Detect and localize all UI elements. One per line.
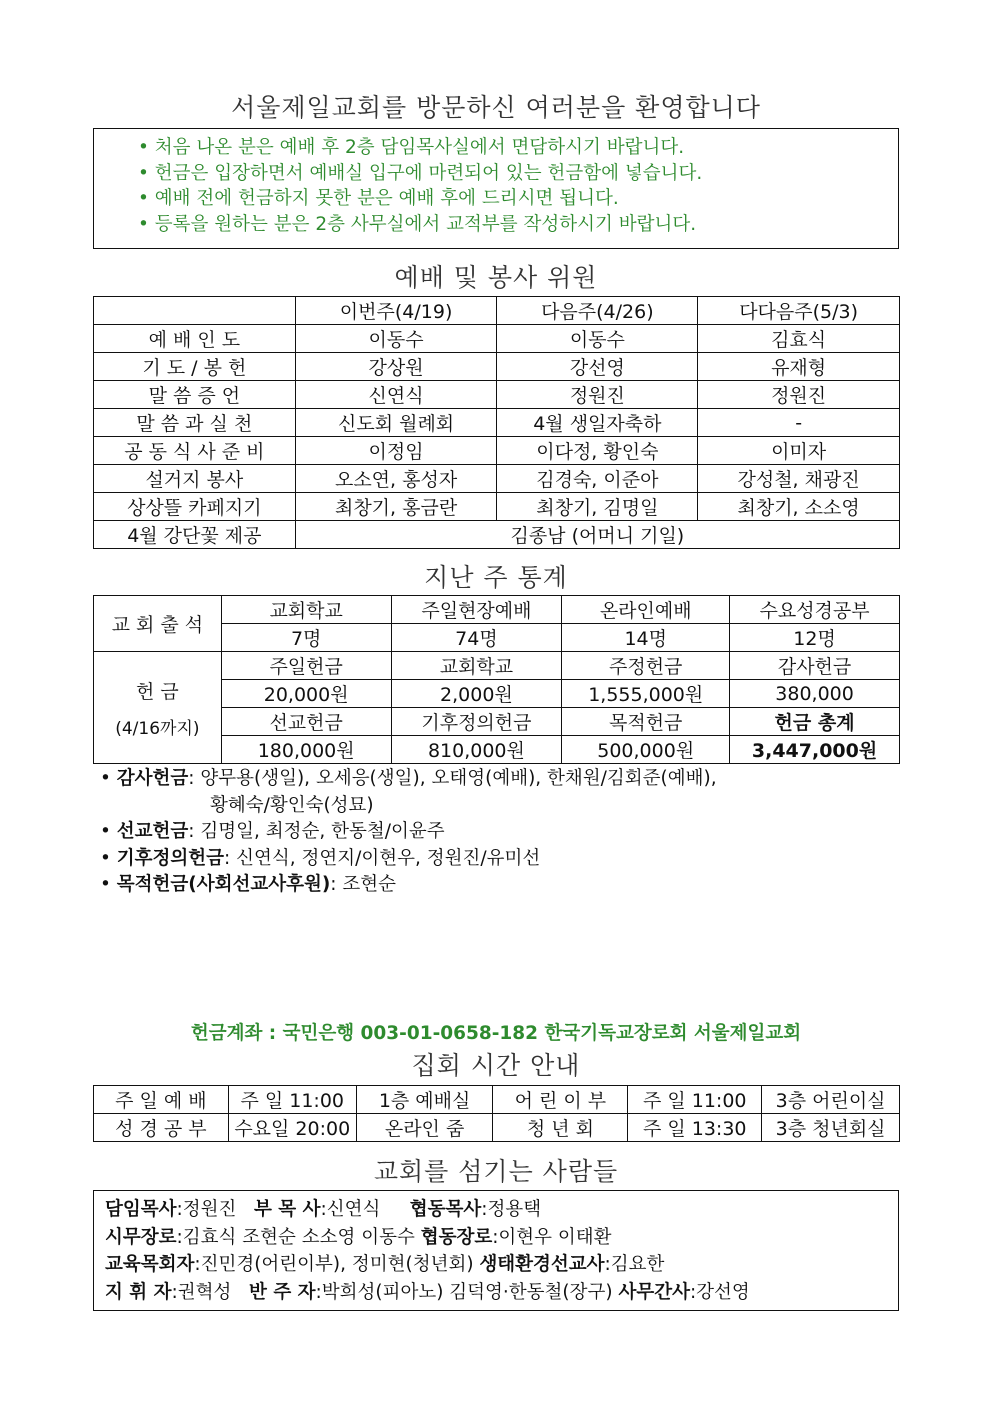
table-cell: 이미자 [698, 437, 900, 465]
table-cell: 성 경 공 부 [94, 1114, 229, 1142]
list-item: • 기후정의헌금: 신연식, 정연지/이현우, 정원진/유미선 [100, 847, 541, 869]
conductor: :권혁성 [171, 1281, 232, 1303]
table-cell: 이동수 [295, 325, 497, 353]
education: :진민경(어린이부), 정미현(청년회) [194, 1254, 480, 1275]
welcome-line: • 예배 전에 헌금하지 못한 분은 예배 후에 드리시면 됩니다. [138, 186, 898, 212]
secretary: :강선영 [689, 1281, 750, 1303]
table-cell: 수요일 20:00 [228, 1114, 356, 1142]
table-cell: 14명 [562, 624, 730, 652]
table-cell: 온라인 줌 [356, 1114, 493, 1142]
table-cell: 강선영 [497, 353, 698, 381]
table-cell: 말 씀 과 실 천 [94, 409, 296, 437]
table-cell: 신연식 [295, 381, 497, 409]
eco: :김요한 [604, 1254, 665, 1275]
table-cell: 주정헌금 [562, 652, 730, 680]
table-cell [94, 652, 222, 764]
thanks-value: 양무용(생일), 오세응(생일), 오태영(예배), 한채원/김회준(예배), [194, 768, 717, 789]
people-line [105, 1196, 898, 1224]
table-cell: 주일현장예배 [391, 596, 562, 624]
table-cell: 4월 강단꽃 제공 [94, 521, 296, 549]
purpose-label: 목적헌금(사회선교사후원) [116, 874, 331, 895]
list-item: • 선교헌금: 김명일, 최정순, 한동철/이윤주 [100, 821, 445, 842]
offering-label: 헌 금 [136, 680, 179, 703]
table-cell: 1,555,000원 [562, 680, 730, 708]
education-label: 교육목회자 [105, 1254, 195, 1275]
table-cell: 1층 예배실 [356, 1086, 493, 1114]
elders-label: 시무장로 [105, 1226, 177, 1248]
table-cell: 설거지 봉사 [94, 465, 296, 493]
senior-pastor-label: 담임목사 [105, 1199, 177, 1220]
people-title: 교회를 섬기는 사람들 [373, 1157, 619, 1186]
table-cell: 정원진 [497, 381, 698, 409]
table-cell: 신도회 월례회 [295, 409, 497, 437]
table-cell [94, 297, 296, 325]
table-cell: 수요성경공부 [730, 596, 900, 624]
mission-label: 선교헌금 [116, 821, 189, 842]
table-cell: 다음주(4/26) [497, 297, 698, 325]
offering-period: (4/16까지) [115, 718, 200, 739]
table-cell: 다다음주(5/3) [698, 297, 900, 325]
table-cell: 목적헌금 [562, 708, 730, 736]
climate-label: 기후정의헌금 [116, 847, 225, 869]
table-cell: 주일헌금 [221, 652, 391, 680]
table-row [94, 652, 900, 680]
table-cell: 공 동 식 사 준 비 [94, 437, 296, 465]
table-cell: 500,000원 [562, 736, 730, 764]
table-cell: 이정임 [295, 437, 497, 465]
senior-pastor: :정원진 [176, 1199, 237, 1220]
table-cell: 말 씀 증 언 [94, 381, 296, 409]
table-cell: 교회학교 [221, 596, 391, 624]
associate: :신연식 [320, 1199, 381, 1220]
table-cell: 김효식 [698, 325, 900, 353]
welcome-line: • 헌금은 입장하면서 예배실 입구에 마련되어 있는 헌금함에 넣습니다. [138, 161, 898, 187]
table-cell: 최창기, 소소영 [698, 493, 900, 521]
coelder-label: 협동장로 [420, 1226, 493, 1248]
table-cell: 헌금 총계 [730, 708, 900, 736]
meetings-table [93, 1085, 900, 1142]
accomp: :박희성(피아노) 김덕영·한동철(장구) [315, 1281, 619, 1303]
table-row [94, 353, 900, 381]
table-row [94, 297, 900, 325]
table-cell: 감사헌금 [730, 652, 900, 680]
table-cell: 어 린 이 부 [493, 1086, 628, 1114]
table-cell: 3층 청년회실 [762, 1114, 900, 1142]
purpose-value: 조현순 [336, 874, 397, 895]
meetings-title: 집회 시간 안내 [411, 1051, 581, 1080]
table-cell: 이다정, 황인숙 [497, 437, 698, 465]
table-row [94, 325, 900, 353]
table-cell: 상상뜰 카페지기 [94, 493, 296, 521]
table-cell: 4월 생일자축하 [497, 409, 698, 437]
coworker: :정용택 [481, 1199, 542, 1220]
donor-list [100, 766, 717, 899]
coelder: :이현우 이태환 [492, 1226, 612, 1248]
table-cell: 주 일 11:00 [628, 1086, 762, 1114]
table-cell: 선교헌금 [221, 708, 391, 736]
table-cell: 180,000원 [221, 736, 391, 764]
stats-table [93, 595, 900, 764]
table-cell: 주 일 예 배 [94, 1086, 229, 1114]
table-cell: 810,000원 [391, 736, 562, 764]
table-cell: 2,000원 [391, 680, 562, 708]
table-row [94, 381, 900, 409]
welcome-title: 서울제일교회를 방문하신 여러분을 환영합니다 [231, 93, 761, 122]
people-line [105, 1251, 898, 1279]
elders: :김효식 조현순 소소영 이동수 [176, 1226, 421, 1248]
table-cell: 정원진 [698, 381, 900, 409]
table-cell: 김종남 (어머니 기일) [295, 521, 899, 549]
table-cell: 74명 [391, 624, 562, 652]
table-cell: 이동수 [497, 325, 698, 353]
table-cell: 380,000 [730, 680, 900, 708]
people-line [105, 1279, 898, 1307]
conductor-label: 지 휘 자 [105, 1281, 172, 1303]
people-box [93, 1190, 899, 1311]
list-item: 황혜숙/황인숙(성묘) [210, 794, 374, 816]
table-cell: 주 일 13:30 [628, 1114, 762, 1142]
welcome-box [93, 128, 899, 249]
table-cell: 3,447,000원 [730, 736, 900, 764]
associate-label: 부 목 사 [254, 1199, 321, 1220]
service-title: 예배 및 봉사 위원 [394, 263, 598, 292]
table-cell: 기후정의헌금 [391, 708, 562, 736]
table-cell: 이번주(4/19) [295, 297, 497, 325]
welcome-line: • 처음 나온 분은 예배 후 2층 담임목사실에서 면담하시기 바랍니다. [138, 135, 898, 161]
table-cell: 12명 [730, 624, 900, 652]
table-cell: 교 회 출 석 [94, 596, 222, 652]
service-table [93, 296, 900, 549]
coworker-label: 협동목사 [409, 1199, 482, 1220]
thanks-label: 감사헌금 [116, 768, 189, 789]
table-cell: - [698, 409, 900, 437]
table-cell: 기 도 / 봉 헌 [94, 353, 296, 381]
climate-value: 신연식, 정연지/이현우, 정원진/유미선 [230, 847, 541, 869]
table-cell: 최창기, 김명일 [497, 493, 698, 521]
table-row [94, 437, 900, 465]
table-row [94, 1086, 900, 1114]
accomp-label: 반 주 자 [249, 1281, 316, 1303]
table-cell: 강상원 [295, 353, 497, 381]
table-cell: 강성철, 채광진 [698, 465, 900, 493]
table-cell: 예 배 인 도 [94, 325, 296, 353]
list-item: • 목적헌금(사회선교사후원): 조현순 [100, 874, 397, 895]
eco-label: 생태환경선교사 [479, 1254, 605, 1275]
table-cell: 김경숙, 이준아 [497, 465, 698, 493]
table-cell: 3층 어린이실 [762, 1086, 900, 1114]
table-cell: 7명 [221, 624, 391, 652]
table-cell: 20,000원 [221, 680, 391, 708]
welcome-line: • 등록을 원하는 분은 2층 사무실에서 교적부를 작성하시기 바랍니다. [138, 212, 898, 238]
table-row [94, 521, 900, 549]
list-item: • 감사헌금: 양무용(생일), 오세응(생일), 오태영(예배), 한채원/김회준(예배), [100, 768, 717, 789]
secretary-label: 사무간사 [618, 1281, 690, 1303]
table-row [94, 596, 900, 624]
table-cell: 오소연, 홍성자 [295, 465, 497, 493]
table-cell: 최창기, 홍금란 [295, 493, 497, 521]
table-cell: 교회학교 [391, 652, 562, 680]
table-cell: 주 일 11:00 [228, 1086, 356, 1114]
table-cell: 온라인예배 [562, 596, 730, 624]
table-cell: 청 년 회 [493, 1114, 628, 1142]
table-row [94, 465, 900, 493]
mission-value: 김명일, 최정순, 한동철/이윤주 [194, 821, 445, 842]
table-cell: 유재형 [698, 353, 900, 381]
people-line [105, 1224, 898, 1252]
table-row [94, 409, 900, 437]
bank-account: 헌금계좌 : 국민은행 003-01-0658-182 한국기독교장로회 서울제일교회 [190, 1023, 802, 1044]
table-row [94, 493, 900, 521]
table-row [94, 1114, 900, 1142]
stats-title: 지난 주 통계 [424, 563, 568, 592]
